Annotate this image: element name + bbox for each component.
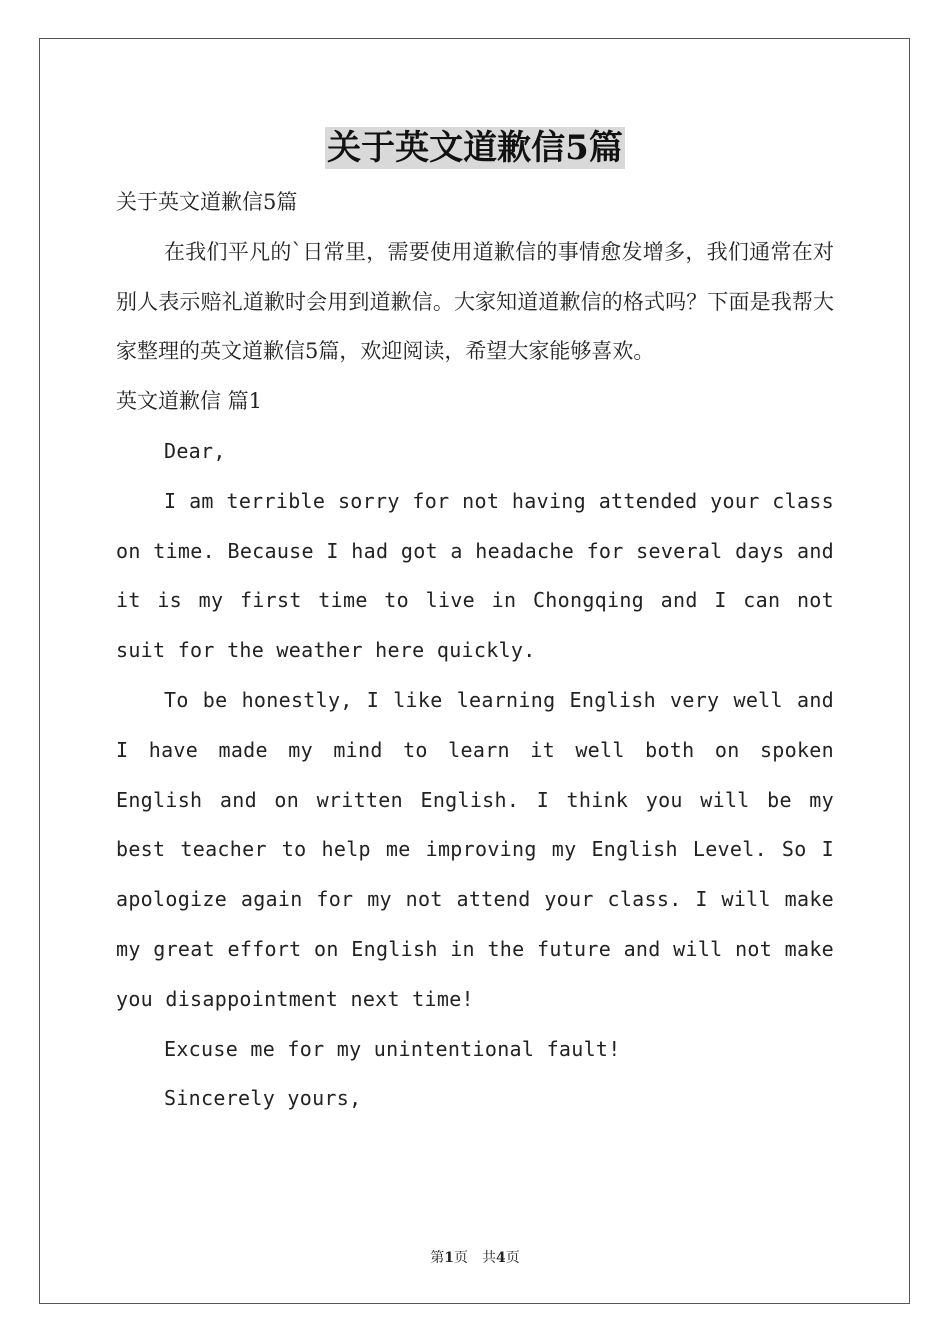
total-pages: 4 [496,1250,506,1266]
closing-line: Excuse me for my unintentional fault! [164,1036,621,1061]
document-subtitle: 关于英文道歉信5篇 [116,190,298,214]
body-paragraph-2: To be honestly, I like learning English very well and I have made my mind to learn it well both on spoken English and on written English. I think you will be my best teacher to help me improving my English Level. So I apologize again for my not attend your class. I will make my great effort on English in the future and will not make you disappointment next time! [116,687,834,1011]
title-container [0,127,950,169]
total-prefix: 共 [482,1250,496,1266]
document-body [116,178,834,1124]
total-unit: 页 [505,1250,520,1266]
document-title: 关于英文道歉信5篇 [327,128,623,168]
section-heading: 英文道歉信 篇1 [116,389,263,414]
salutation: Dear, [164,438,226,463]
page-footer [0,1247,950,1267]
page-unit: 页 [454,1250,468,1266]
body-paragraph-1: I am terrible sorry for not having attended your class on time. Because I had got a headache for several days and it is my first time to live in Chongqing and I can not suit for the weather here quickly. [116,488,834,663]
page-number: 1 [444,1250,454,1266]
intro-paragraph: 在我们平凡的`日常里，需要使用道歉信的事情愈发增多，我们通常在对别人表示赔礼道歉时会用到道歉信。大家知道道歉信的格式吗？下面是我帮大家整理的英文道歉信5篇，欢迎阅读，希望大家能够喜欢。 [116,239,834,364]
page-prefix: 第 [430,1250,445,1266]
signoff: Sincerely yours, [164,1086,362,1111]
